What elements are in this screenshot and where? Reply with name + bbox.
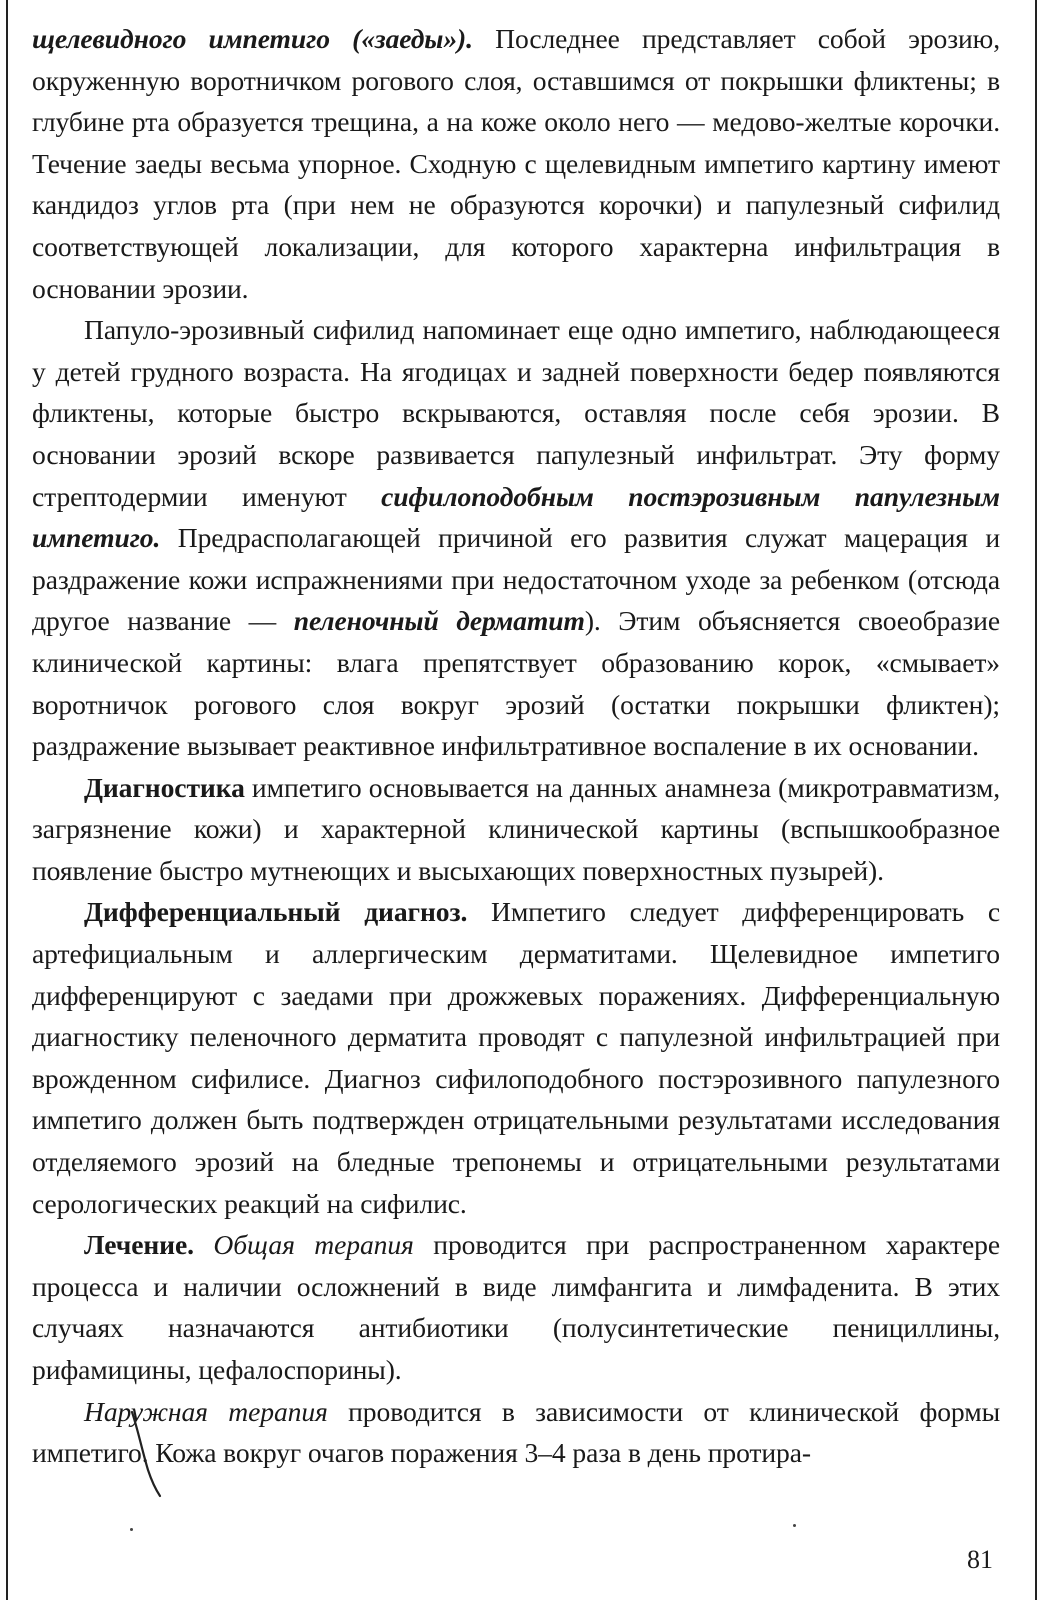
emphasized-term: пеленочный дерматит [293, 605, 585, 637]
text-run: проводится при распространенном характере процесса и наличии осложнений в виде лимфангита и лимфаденита. В этих случаях назначаются антибиотики (полусинтетические пенициллины, рифамицины, цефалоспорины). [32, 1229, 1001, 1385]
emphasized-term: Общая терапия [213, 1229, 414, 1261]
emphasized-term: щелевидного импетиго («заеды»). [32, 23, 473, 54]
text-run [194, 1229, 213, 1260]
body-text [32, 18, 1000, 1474]
page-number: 81 [967, 1545, 993, 1574]
page-border-right [1035, 0, 1037, 1600]
scan-speck [130, 1528, 133, 1531]
pen-stroke-mark [130, 1410, 170, 1500]
text-run: ). Этим объясняется своеобразие клинической картины: влага препятствует образованию корок, «смывает» воротничок рогового слоя вокруг эрозий (остатки покрышки фликтен); раздражение вызывает реактивное инфильтративное воспаление в их основании. [32, 605, 1000, 762]
scan-speck [793, 1524, 796, 1527]
emphasized-term: Наружная терапия [84, 1395, 328, 1427]
text-run: импетиго основывается на данных анамнеза (микротравматизм, загрязнение кожи) и характерной клинической картины (вспышкообразное появление быстро мутнеющих и высыхающих поверхностных пузырей). [32, 771, 1000, 886]
text-run: Импетиго следует дифференцировать с артефициальным и аллергическим дерматитами. Щелевидное импетиго дифференцируют с заедами при дрожжевых поражениях. Дифференциальную диагностику пеленочного дерматита проводят с папулезной инфильтрацией при врожденном сифилисе. Диагноз сифилоподобного постэрозивного папулезного импетиго должен быть подтвержден отрицательными результатами исследования отделяемого эрозий на бледные трепонемы и отрицательными результатами серологических реакций на сифилис. [32, 896, 1000, 1219]
emphasized-term: Диагностика [84, 771, 245, 803]
paragraph [32, 767, 1000, 892]
paragraph [32, 18, 1000, 309]
emphasized-term: Дифференциальный диагноз. [84, 896, 468, 928]
paragraph [32, 1391, 1000, 1474]
text-run: Предрасполагающей причиной его развития служат мацерация и раздражение кожи испражнениями при недостаточном уходе за ребенком (отсюда другое название — [32, 522, 1000, 637]
paragraph [32, 1224, 1000, 1390]
emphasized-term: Лечение. [84, 1229, 194, 1261]
paragraph [32, 891, 1000, 1224]
text-run: проводится в зависимости от клинической формы импетиго. Кожа вокруг очагов поражения 3–4 раза в день протира- [32, 1395, 1001, 1469]
text-run: Папуло-эрозивный сифилид напоминает еще одно импетиго, наблюдающееся у детей грудного возраста. На ягодицах и задней поверхности бедер появляются фликтены, которые быстро вскрываются, оставляя после себя эрозии. В основании эрозий вскоре развивается папулезный инфильтрат. Эту форму стрептодермии именуют [32, 314, 1000, 512]
text-run: Последнее представляет собой эрозию, окруженную воротничком рогового слоя, оставшимся от покрышки фликтены; в глубине рта образуется трещина, а на коже около него — медово-желтые корочки. Течение заеды весьма упорное. Сходную с щелевидным импетиго картину имеют кандидоз углов рта (при нем не образуются корочки) и папулезный сифилид соответствующей локализации, для которого характерна инфильтрация в основании эрозии. [32, 23, 1000, 304]
emphasized-term: сифилоподобным постэрозивным папулезным импетиго. [32, 480, 1000, 554]
page-border-left [6, 0, 8, 1600]
paragraph [32, 309, 1000, 767]
